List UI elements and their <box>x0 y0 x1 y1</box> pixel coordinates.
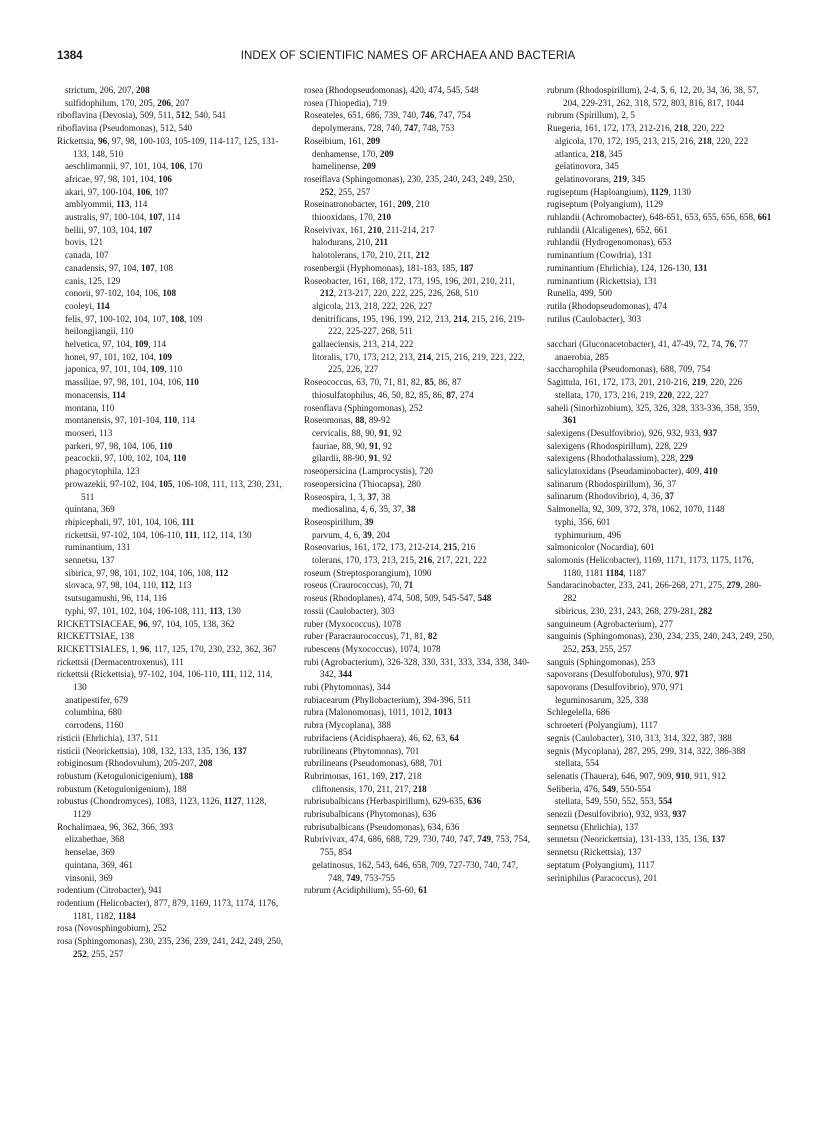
index-subentry: massiliae, 97, 98, 101, 104, 106, 110 <box>65 377 199 388</box>
index-subentry: montanensis, 97, 101-104, 110, 114 <box>65 415 195 426</box>
index-subentry: gilardii, 88-90, 91, 92 <box>312 453 392 464</box>
index-entry: sapovorans (Desulfobotulus), 970, 971 <box>547 669 689 680</box>
index-entry: Roseomonas, 88, 89-92 <box>304 415 391 426</box>
index-subentry: akari, 97, 100-104, 106, 107 <box>65 186 169 197</box>
index-subentry: algicola, 170, 172, 195, 213, 215, 216, 218, 220, 222 <box>555 135 749 146</box>
index-subentry: phagocytophila, 123 <box>65 466 140 477</box>
index-subentry: monacensis, 114 <box>65 389 126 400</box>
index-entry: robustus (Chondromyces), 1083, 1123, 1126, 1127, 1128, 1129 <box>57 796 267 820</box>
index-subentry: halotolerans, 170, 210, 211, 212 <box>312 250 430 261</box>
index-subentry: denhamense, 170, 209 <box>312 148 394 159</box>
index-entry: salmonicolor (Nocardia), 601 <box>547 542 655 553</box>
index-entry: sanguinis (Sphingomonas), 230, 234, 235, 240, 243, 249, 250, 252, 253, 255, 257 <box>547 631 775 654</box>
index-entry: Roseivivax, 161, 210, 211-214, 217 <box>304 224 435 235</box>
index-subentry: canada, 107 <box>65 250 109 261</box>
index-entry: rubrisubalbicans (Phytomonas), 636 <box>304 809 437 820</box>
index-entry: rosenbergii (Hyphomonas), 181-183, 185, 187 <box>304 262 474 273</box>
index-entry: segnis (Mycoplana), 287, 295, 299, 314, 322, 386-388 <box>547 745 746 756</box>
index-subentry: amblyommii, 113, 114 <box>65 199 148 210</box>
index-subentry: helvetica, 97, 104, 109, 114 <box>65 339 167 350</box>
index-entry: risticii (Ehrlichia), 137, 511 <box>57 732 159 743</box>
index-subentry: parkeri, 97, 98, 104, 106, 110 <box>65 440 173 451</box>
index-subentry: anaerobia, 285 <box>555 351 609 362</box>
index-subentry: honei, 97, 101, 102, 104, 109 <box>65 351 172 362</box>
index-subentry: fauriae, 88, 90, 91, 92 <box>312 440 393 451</box>
index-subentry: atlantica, 218, 345 <box>555 148 623 159</box>
index-subentry: canis, 125, 129 <box>65 275 121 286</box>
index-subentry: aeschlimannii, 97, 101, 104, 106, 170 <box>65 161 203 172</box>
index-entry: salexigens (Rhodothalassium), 228, 229 <box>547 453 694 464</box>
index-subentry: denitrificans, 195, 196, 199, 212, 213, 214, 215, 216, 219-222, 225-227, 268, 511 <box>312 313 525 337</box>
index-subentry: africae, 97, 98, 101, 104, 106 <box>65 173 172 184</box>
index-entry: rodentium (Helicobacter), 877, 879, 1169, 1173, 1174, 1176, 1181, 1182, 1184 <box>57 898 279 921</box>
index-subentry: depolymerans, 728, 740, 747, 748, 753 <box>312 123 455 134</box>
index-entry: ruminantium (Rickettsia), 131 <box>547 275 658 286</box>
index-subentry: sibiricus, 230, 231, 243, 268, 279-281, 282 <box>555 605 713 616</box>
index-entry: Sagittula, 161, 172, 173, 201, 210-216, 219, 220, 226 <box>547 377 743 388</box>
index-entry: selenatis (Thauera), 646, 907, 909, 910, 911, 912 <box>547 770 726 781</box>
index-entry: Roseinatronobacter, 161, 209, 210 <box>304 199 430 210</box>
index-entry: Seliberia, 476, 549, 550-554 <box>547 783 651 794</box>
index-subentry: bellii, 97, 103, 104, 107 <box>65 224 153 235</box>
index-subentry: sulfidophilum, 170, 205, 206, 207 <box>65 97 190 108</box>
page-header <box>57 50 759 70</box>
index-subentry: montana, 110 <box>65 402 115 413</box>
index-entry: robustum (Ketogulonicigenium), 188 <box>57 770 194 781</box>
index-subentry: columbina, 680 <box>65 707 122 718</box>
index-entry: ruminantium (Cowdria), 131 <box>547 250 653 261</box>
index-entry: schroeteri (Polyangium), 1117 <box>547 720 658 731</box>
index-subentry: slovaca, 97, 98, 104, 110, 112, 113 <box>65 580 192 591</box>
index-entry: Roseateles, 651, 686, 739, 740, 746, 747, 754 <box>304 110 471 121</box>
index-subentry: rickettsii, 97-102, 104, 106-110, 111, 112, 114, 130 <box>65 529 252 540</box>
index-entry: roseus (Rhodoplanes), 474, 508, 509, 545-547, 548 <box>304 593 492 604</box>
index-subentry: quintana, 369, 461 <box>65 859 133 870</box>
index-entry: Roseovarius, 161, 172, 173, 212-214, 215, 216 <box>304 542 476 553</box>
index-entry: sapovorans (Desulfovibrio), 970, 971 <box>547 682 684 693</box>
index-entry: rickettsii (Dermacentroxenus), 111 <box>57 656 184 667</box>
index-entry: Roseospirillum, 39 <box>304 516 374 527</box>
index-subentry: sibirica, 97, 98, 101, 102, 104, 106, 108, 112 <box>65 567 229 578</box>
index-entry: robiginosum (Rhodovulum), 205-207, 208 <box>57 758 213 769</box>
index-subentry: quintana, 369 <box>65 504 115 515</box>
index-subentry: stellata, 554 <box>555 758 600 769</box>
index-entry: rubra (Malonomonas), 1011, 1012, 1013 <box>304 707 452 718</box>
index-subentry: thiooxidans, 170, 210 <box>312 212 392 223</box>
index-entry: sacchari (Gluconacetobacter), 41, 47-49, 72, 74, 76, 77 <box>547 339 748 350</box>
index-entry: rubrum (Spirillum), 2, 5 <box>547 110 635 121</box>
index-entry: rutila (Rhodopseudomonas), 474 <box>547 300 667 311</box>
index-entry: roseopersicina (Lamprocystis), 720 <box>304 466 433 477</box>
index-entry: rutilus (Caulobacter), 303 <box>547 313 642 324</box>
index-subentry: anatipestifer, 679 <box>65 694 128 705</box>
index-entry: ruminantium (Ehrlichia), 124, 126-130, 131 <box>547 262 708 273</box>
index-entry: segnis (Caulobacter), 310, 313, 314, 322, 387, 388 <box>547 732 732 743</box>
index-subentry: tsutsugamushi, 96, 114, 116 <box>65 593 167 604</box>
index-entry: rubiacearum (Phyllobacterium), 394-396, 511 <box>304 694 472 705</box>
index-subentry: stellata, 549, 550, 552, 553, 554 <box>555 796 673 807</box>
index-subentry: gelatinovorans, 219, 345 <box>555 173 646 184</box>
index-entry: robustum (Ketogulonigenium), 188 <box>57 783 187 794</box>
index-entry: rosea (Thiopedia), 719 <box>304 97 387 108</box>
index-subentry: peacockii, 97, 100, 102, 104, 110 <box>65 453 187 464</box>
index-subentry: typhimurium, 496 <box>555 529 621 540</box>
index-entry: rickettsii (Rickettsia), 97-102, 104, 106-110, 111, 112, 114, 130 <box>57 669 273 693</box>
index-subentry: cooleyi, 114 <box>65 300 110 311</box>
index-entry: rugiseptum (Haploangium), 1129, 1130 <box>547 186 691 197</box>
page-number: 1384 <box>57 50 83 62</box>
index-entry: saheli (Sinorhizobium), 325, 326, 328, 333-336, 358, 359, 361 <box>547 402 760 426</box>
index-entry: Rubrivivax, 474, 686, 688, 729, 730, 740, 747, 749, 753, 754, 755, 854 <box>304 834 530 858</box>
index-subentry: cervicalis, 88, 90, 91, 92 <box>312 427 402 438</box>
index-entry: sennetsu (Rickettsia), 137 <box>547 847 642 858</box>
index-entry: ruber (Paracraurococcus), 71, 81, 82 <box>304 631 438 642</box>
index-entry: rubrilineans (Phytomonas), 701 <box>304 745 420 756</box>
index-subentry: tolerans, 170, 173, 213, 215, 216, 217, 221, 222 <box>312 555 487 566</box>
index-subentry: typhi, 97, 101, 102, 104, 106-108, 111, 113, 130 <box>65 605 241 616</box>
index-entry: roseus (Craurococcus), 70, 71 <box>304 580 414 591</box>
index-entry: rubi (Phytomonas), 344 <box>304 682 391 693</box>
index-subentry: conorii, 97-102, 104, 106, 108 <box>65 288 177 299</box>
index-entry: Roseobacter, 161, 168, 172, 173, 195, 196, 201, 210, 211, 212, 213-217, 220, 222, 225, 226, 268, 510 <box>304 275 515 299</box>
index-column-2 <box>304 84 532 897</box>
index-entry: Salmonella, 92, 309, 372, 378, 1062, 1070, 1148 <box>547 504 725 515</box>
index-entry: salexigens (Desulfovibrio), 926, 932, 933, 937 <box>547 427 718 438</box>
index-entry: Roseospira, 1, 3, 37, 38 <box>304 491 391 502</box>
index-entry: ruhlandii (Alcaligenes), 652, 661 <box>547 224 668 235</box>
index-entry: rosa (Novosphingobium), 252 <box>57 923 167 934</box>
index-entry: sanguineum (Agrobacterium), 277 <box>547 618 673 629</box>
index-subentry: leguminosarum, 325, 338 <box>555 694 649 705</box>
index-subentry: heilongjiangii, 110 <box>65 326 134 337</box>
index-entry: Schlegelella, 686 <box>547 707 610 718</box>
index-subentry: stellata, 170, 173, 216, 219, 220, 222, 227 <box>555 389 709 400</box>
index-entry: rubrum (Acidiphilium), 55-60, 61 <box>304 885 428 896</box>
index-entry: saccharophila (Pseudomonas), 688, 709, 754 <box>547 364 711 375</box>
index-entry: rosa (Sphingomonas), 230, 235, 236, 239, 241, 242, 249, 250, 252, 255, 257 <box>57 936 284 959</box>
index-subentry: elizabethae, 368 <box>65 834 125 845</box>
index-entry: ruber (Myxococcus), 1078 <box>304 618 402 629</box>
index-entry: senezii (Desulfovibrio), 932, 933, 937 <box>547 809 687 820</box>
index-subentry: algicola, 213, 218, 222, 226, 227 <box>312 300 433 311</box>
index-columns <box>57 84 775 1104</box>
index-entry: RICKETTSIALES, 1, 96, 117, 125, 170, 230, 232, 362, 367 <box>57 643 277 654</box>
index-entry: rugiseptum (Polyangium), 1129 <box>547 199 663 210</box>
index-entry: ruhlandii (Achromobacter), 648-651, 653, 655, 656, 658, 661 <box>547 212 772 223</box>
index-entry: Rubrimonas, 161, 169, 217, 218 <box>304 770 422 781</box>
index-subentry: cliftonensis, 170, 211, 217, 218 <box>312 783 427 794</box>
index-entry: Rochalimaea, 96, 362, 366, 393 <box>57 821 174 832</box>
index-subentry: mediosalina, 4, 6, 35, 37, 38 <box>312 504 416 515</box>
index-subentry: gelatinosus, 162, 543, 646, 658, 709, 727-730, 740, 747, 748, 749, 753-755 <box>312 859 519 883</box>
running-title: INDEX OF SCIENTIFIC NAMES OF ARCHAEA AND BACTERIA <box>240 50 576 62</box>
index-entry: RICKETTSIACEAE, 96, 97, 104, 105, 138, 362 <box>57 618 235 629</box>
index-subentry: prowazekii, 97-102, 104, 105, 106-108, 111, 113, 230, 231, 511 <box>65 478 282 502</box>
index-entry: roseoflava (Sphingomonas), 252 <box>304 402 423 413</box>
index-entry: Rickettsia, 96, 97, 98, 100-103, 105-109, 114-117, 125, 131-133, 148, 510 <box>57 135 279 159</box>
index-subentry: vinsonii, 369 <box>65 872 113 883</box>
index-subentry: henselae, 369 <box>65 847 115 858</box>
index-entry: salinarum (Rhodovibrio), 4, 36, 37 <box>547 491 674 502</box>
index-subentry: sennetsu, 137 <box>65 555 115 566</box>
index-entry: sennetsu (Neorickettsia), 131-133, 135, 136, 137 <box>547 834 726 845</box>
index-subentry: corrodens, 1160 <box>65 720 124 731</box>
index-subentry: typhi, 356, 601 <box>555 516 611 527</box>
index-entry: rubrisubalbicans (Herbaspirillum), 629-635, 636 <box>304 796 482 807</box>
index-entry: roseiflava (Sphingomonas), 230, 235, 240, 243, 249, 250, 252, 255, 257 <box>304 173 515 197</box>
index-entry: RICKETTSIAE, 138 <box>57 631 135 642</box>
index-subentry: gallaeciensis, 213, 214, 222 <box>312 339 414 350</box>
index-column-3 <box>547 84 775 884</box>
letter-gap <box>547 325 775 338</box>
index-entry: riboflavina (Pseudomonas), 512, 540 <box>57 123 193 134</box>
index-entry: Sandaracinobacter, 233, 241, 266-268, 271, 275, 279, 280-282 <box>547 580 762 604</box>
index-entry: riboflavina (Devosia), 509, 511, 512, 540, 541 <box>57 110 227 121</box>
index-subentry: ruminantium, 131 <box>65 542 131 553</box>
index-subentry: thiosulfatophilus, 46, 50, 82, 85, 86, 87, 274 <box>312 389 474 400</box>
index-entry: Ruegeria, 161, 172, 173, 212-216, 218, 220, 222 <box>547 123 725 134</box>
index-entry: sennetsu (Ehrlichia), 137 <box>547 821 639 832</box>
index-subentry: litoralis, 170, 173, 212, 213, 214, 215, 216, 219, 221, 222, 225, 226, 227 <box>312 351 525 375</box>
index-subentry: parvum, 4, 6, 39, 204 <box>312 529 391 540</box>
index-column-1 <box>57 84 285 961</box>
index-entry: rubescens (Myxococcus), 1074, 1078 <box>304 643 441 654</box>
index-subentry: canadensis, 97, 104, 107, 108 <box>65 262 173 273</box>
index-entry: septatum (Polyangium), 1117 <box>547 859 655 870</box>
index-subentry: felis, 97, 100-102, 104, 107, 108, 109 <box>65 313 203 324</box>
index-entry: roseopersicina (Thiocapsa), 280 <box>304 478 421 489</box>
index-entry: rubrum (Rhodospirillum), 2-4, 5, 6, 12, 20, 34, 36, 38, 57, 204, 229-231, 262, 318, 572, 803, 816, 817, 1044 <box>547 85 759 108</box>
index-subentry: australis, 97, 100-104, 107, 114 <box>65 212 181 223</box>
index-entry: salexigens (Rhodospirillum), 228, 229 <box>547 440 688 451</box>
index-entry: sanguis (Sphingomonas), 253 <box>547 656 656 667</box>
index-subentry: hamelinense, 209 <box>312 161 376 172</box>
index-entry: rosea (Rhodopseudomonas), 420, 474, 545, 548 <box>304 85 479 95</box>
index-entry: salicylatoxidans (Pseudaminobacter), 409, 410 <box>547 466 718 477</box>
index-subentry: halodurans, 210, 211 <box>312 237 389 248</box>
index-entry: rossii (Caulobacter), 303 <box>304 605 395 616</box>
index-entry: rodentium (Citrobacter), 941 <box>57 885 163 896</box>
index-entry: rubrilineans (Pseudomonas), 688, 701 <box>304 758 443 769</box>
index-subentry: mooseri, 113 <box>65 427 113 438</box>
index-entry: Roseococcus, 63, 70, 71, 81, 82, 85, 86, 87 <box>304 377 462 388</box>
index-entry: rubi (Agrobacterium), 326-328, 330, 331, 333, 334, 338, 340-342, 344 <box>304 656 530 680</box>
index-subentry: strictum, 206, 207, 208 <box>65 85 150 95</box>
index-subentry: bovis, 121 <box>65 237 104 248</box>
index-entry: rubrisubalbicans (Pseudomonas), 634, 636 <box>304 821 460 832</box>
index-entry: Roseibium, 161, 209 <box>304 135 381 146</box>
index-entry: risticii (Neorickettsia), 108, 132, 133, 135, 136, 137 <box>57 745 247 756</box>
index-entry: salinarum (Rhodospirillum), 36, 37 <box>547 478 677 489</box>
index-entry: rubra (Mycoplana), 388 <box>304 720 391 731</box>
index-entry: roseum (Streptosporangium), 1090 <box>304 567 432 578</box>
index-entry: seriniphilus (Paracoccus), 201 <box>547 872 658 883</box>
index-entry: ruhlandii (Hydrogenomonas), 653 <box>547 237 672 248</box>
index-subentry: japonica, 97, 101, 104, 109, 110 <box>65 364 183 375</box>
index-entry: Runella, 499, 500 <box>547 288 612 299</box>
index-subentry: rhipicephali, 97, 101, 104, 106, 111 <box>65 516 195 527</box>
index-entry: salomonis (Helicobacter), 1169, 1171, 1173, 1175, 1176, 1180, 1181 1184, 1187 <box>547 555 754 578</box>
index-subentry: gelatinovora, 345 <box>555 161 619 172</box>
index-entry: rubrifaciens (Acidisphaera), 46, 62, 63, 64 <box>304 732 459 743</box>
